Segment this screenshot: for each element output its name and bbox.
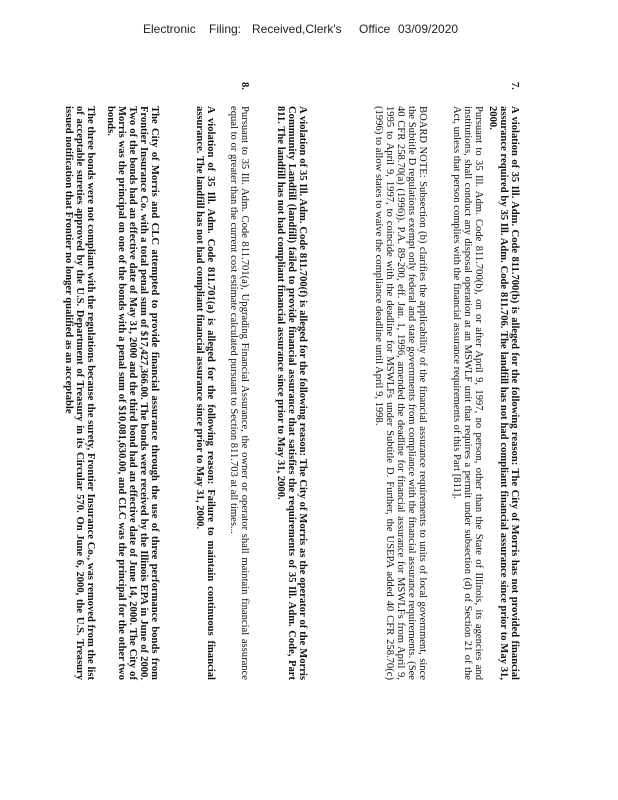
item-8-violation-text: A violation of 35 Ill. Adm. Code 811.701(a) is alleged for the following reason: Failure to maintain continuous financial assurance. The landfill has not had compliant financial assurance since prior to May 31, 2000. — [194, 106, 216, 680]
item-8-city-text: The City of Morris and CLC attempted to provide financial assurance through the use of three performance bonds from Frontier Insurance Co. with a total penal sum of $17,427,366.00. The bonds were received by the Illinois EPA in June of 2000. Two of the bonds had an effective date of May 31, 2000 and the third bond had an effective date of June 14, 2000. The City of Morris was the principal on one of the bonds with a penal sum of $10,081,630.00, and CLC was the principal for the other two bonds. — [105, 106, 160, 680]
header-date: 03/09/2020 — [398, 22, 459, 36]
item-8-number: 8. — [239, 82, 250, 90]
item-7-pursuant-text: Pursuant to 35 Ill. Adm. Code 811.700(b), on or after April 9, 1997, no person, other than the State of Illinois, its agencies and institutions, shall conduct any disposal operation at an MSWLF unit that requires a permit under subsection (d) of Section 21 of the Act, unless that person complies with the financial assurance requirements of this Part [811]. — [451, 106, 484, 680]
item-7-number: 7. — [509, 82, 520, 90]
item-8-pursuant-text: Pursuant to 35 Ill. Adm. Code 811.701(a), Upgrading Financial Assurance, the owner or operator shall maintain financial assurance equal to or greater than the current cost estimate calculated pursuant to Section 811.703 at all times... — [228, 106, 250, 680]
item-7-violation2-text: A violation of 35 Ill. Adm. Code 811.700(f) is alleged for the following reason: The City of Morris as the operator of the Morris Community Landfill (landfill) failed to provide financial assurance that satisfies the requirements of 35 Ill. Adm. Code, Part 811. The landfill has not had compliant financial assurance since prior to May 31, 2000. — [275, 106, 308, 680]
item-8-three-bonds-text: The three bonds were not compliant with the regulations because the surety, Frontier Insurance Co., was removed from the list of acceptable sureties approved by the U.S. Department of Treasury in its Circular 570. On June 6, 2000, the U.S. Treasury issued notification that Frontier no longer qualified as an acceptable — [63, 106, 96, 680]
rotated-body — [63, 82, 520, 682]
header-filing: Filing: — [209, 22, 242, 36]
item-7-violation-text: A violation of 35 Ill. Adm. Code 811.700(b) is alleged for the following reason: The City of Morris has not provided financial assurance required by 35 Ill. Adm. Code 811.706. The landfill has not had compliant financial assurance since prior to May 31, 2000. — [487, 106, 520, 680]
header-electronic: Electronic — [143, 22, 196, 36]
board-note-text: BOARD NOTE: Subsection (b) clarifies the applicability of the financial assurance requirements to units of local government, since the Subtitle D regulations exempt only federal and state governments from compliance with the financial assurance requirements. (See 40 CFR 258.70(a) (1996)). P.A. 89-200, eff. Jan. 1, 1996, amended the deadline for financial assurance for MSWLFs from April 9, 1995 to April 9, 1997, to coincide with the deadline for MSWLFs under Subtitle D. Further, the USEPA added 40 CFR 258.70(c) (1996) to allow states to waive the compliance deadline until April 9, 1998. — [373, 106, 428, 680]
header-received: Received,Clerk's — [252, 22, 342, 36]
header-office: Office — [359, 22, 391, 36]
